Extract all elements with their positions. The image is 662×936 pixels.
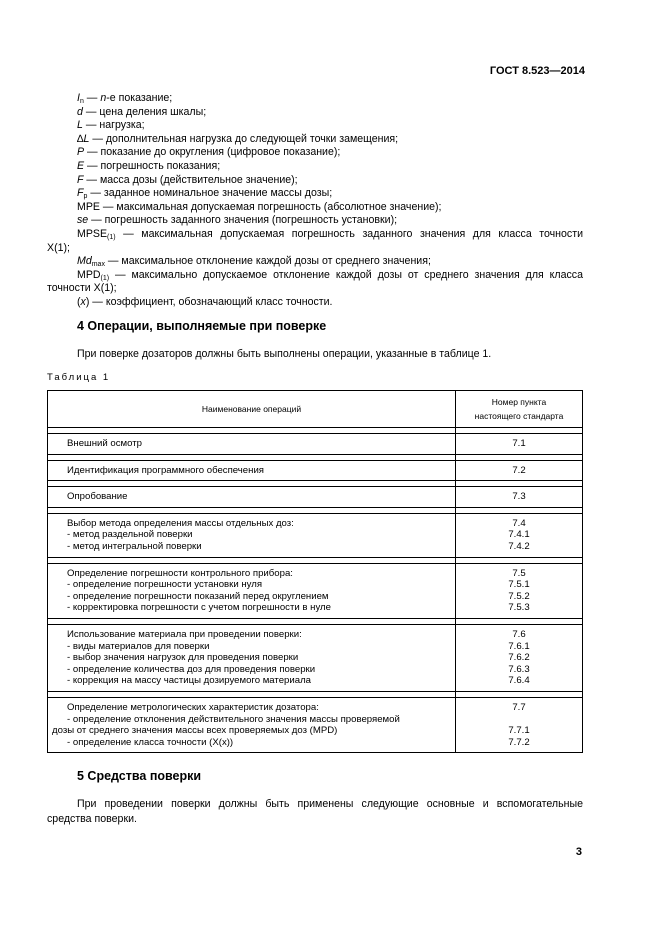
definition-item: $F_p$ — заданное номинальное значение массы дозы; bbox=[77, 187, 333, 201]
definition-item: d — цена деления шкалы; bbox=[77, 105, 207, 118]
definition-item: MPE — максимальная допускаемая погрешность (абсолютное значение); bbox=[77, 200, 442, 213]
definition-item: (x) — коэффициент, обозначающий класс точности. bbox=[77, 295, 333, 308]
definition-item: se — погрешность заданного значения (погрешность установки); bbox=[77, 214, 398, 227]
section-4-text: При поверке дозаторов должны быть выполнены операции, указанные в таблице 1. bbox=[77, 348, 492, 360]
definition-item: E — погрешность показания; bbox=[77, 159, 221, 172]
definition-item: F — масса дозы (действительное значение); bbox=[77, 173, 298, 186]
table-caption: Таблица 1 bbox=[47, 372, 111, 383]
definition-item: $I_n$ — n-е показание; bbox=[77, 92, 173, 105]
page-number: 3 bbox=[575, 846, 582, 858]
table-header-row bbox=[48, 391, 583, 428]
definitions-list bbox=[47, 92, 583, 310]
table-row: Определение погрешности контрольного прибора: - определение погрешности установки нуля - определение погрешности показаний перед округлением - корректировка погрешности с учетом погрешности в нуле 7.5 7.5.1 7.5.2 7.5.3 bbox=[48, 563, 583, 618]
table-row: Определение метрологических характеристик дозатора: - определение отклонения действительного значения массы проверяемой дозы от среднего значения массы всех проверяемых доз (MPD) - определение класса точности (X(x)) 7.7 7.7.1 7.7.2 bbox=[48, 697, 583, 752]
section-4-title: 4 Операции, выполняемые при поверке bbox=[77, 319, 327, 333]
column-header-operations: Наименование операций bbox=[48, 391, 456, 428]
column-header-clause: Номер пункта настоящего стандарта bbox=[456, 391, 583, 428]
section-5-title: 5 Средства поверки bbox=[77, 769, 202, 783]
table-row: Использование материала при проведении поверки: - виды материалов для поверки - выбор значения нагрузок для проведения поверки - определение количества доз для проведения поверки - коррекция на массу частицы дозируемого материала 7.6 7.6.1 7.6.2 7.6.3 7.6.4 bbox=[48, 624, 583, 691]
table-row: Внешний осмотр 7.1 bbox=[48, 434, 583, 455]
section-5-text: При проведении поверки должны быть применены следующие основные и вспомогательные средства поверки. bbox=[47, 798, 583, 825]
definition-item: $Md_{max}$ — максимальное отклонение каждой дозы от среднего значения; bbox=[77, 255, 431, 269]
operations-table bbox=[47, 390, 583, 753]
document-number: ГОСТ 8.523—2014 bbox=[489, 65, 585, 77]
table-row: Опробование 7.3 bbox=[48, 487, 583, 508]
table-row: Выбор метода определения массы отдельных доз: - метод раздельной поверки - метод интегральной поверки 7.4 7.4.1 7.4.2 bbox=[48, 513, 583, 557]
definition-item: $MPSE_{(1)}$ — максимальная допускаемая погрешность заданного значения для класса точности bbox=[77, 227, 583, 241]
definition-item: ∆L — дополнительная нагрузка до следующей точки замещения; bbox=[77, 132, 399, 145]
definition-item-continuation: X(1); bbox=[47, 241, 70, 254]
definition-item: $MPD_{(1)}$ — максимально допускаемое отклонение каждой дозы от среднего значения для класса bbox=[77, 268, 583, 282]
definition-item-continuation: точности X(1); bbox=[47, 282, 117, 295]
definition-item: P — показание до округления (цифровое показание); bbox=[77, 146, 341, 159]
table-row: Идентификация программного обеспечения 7.2 bbox=[48, 460, 583, 481]
definition-item: L — нагрузка; bbox=[77, 119, 145, 132]
